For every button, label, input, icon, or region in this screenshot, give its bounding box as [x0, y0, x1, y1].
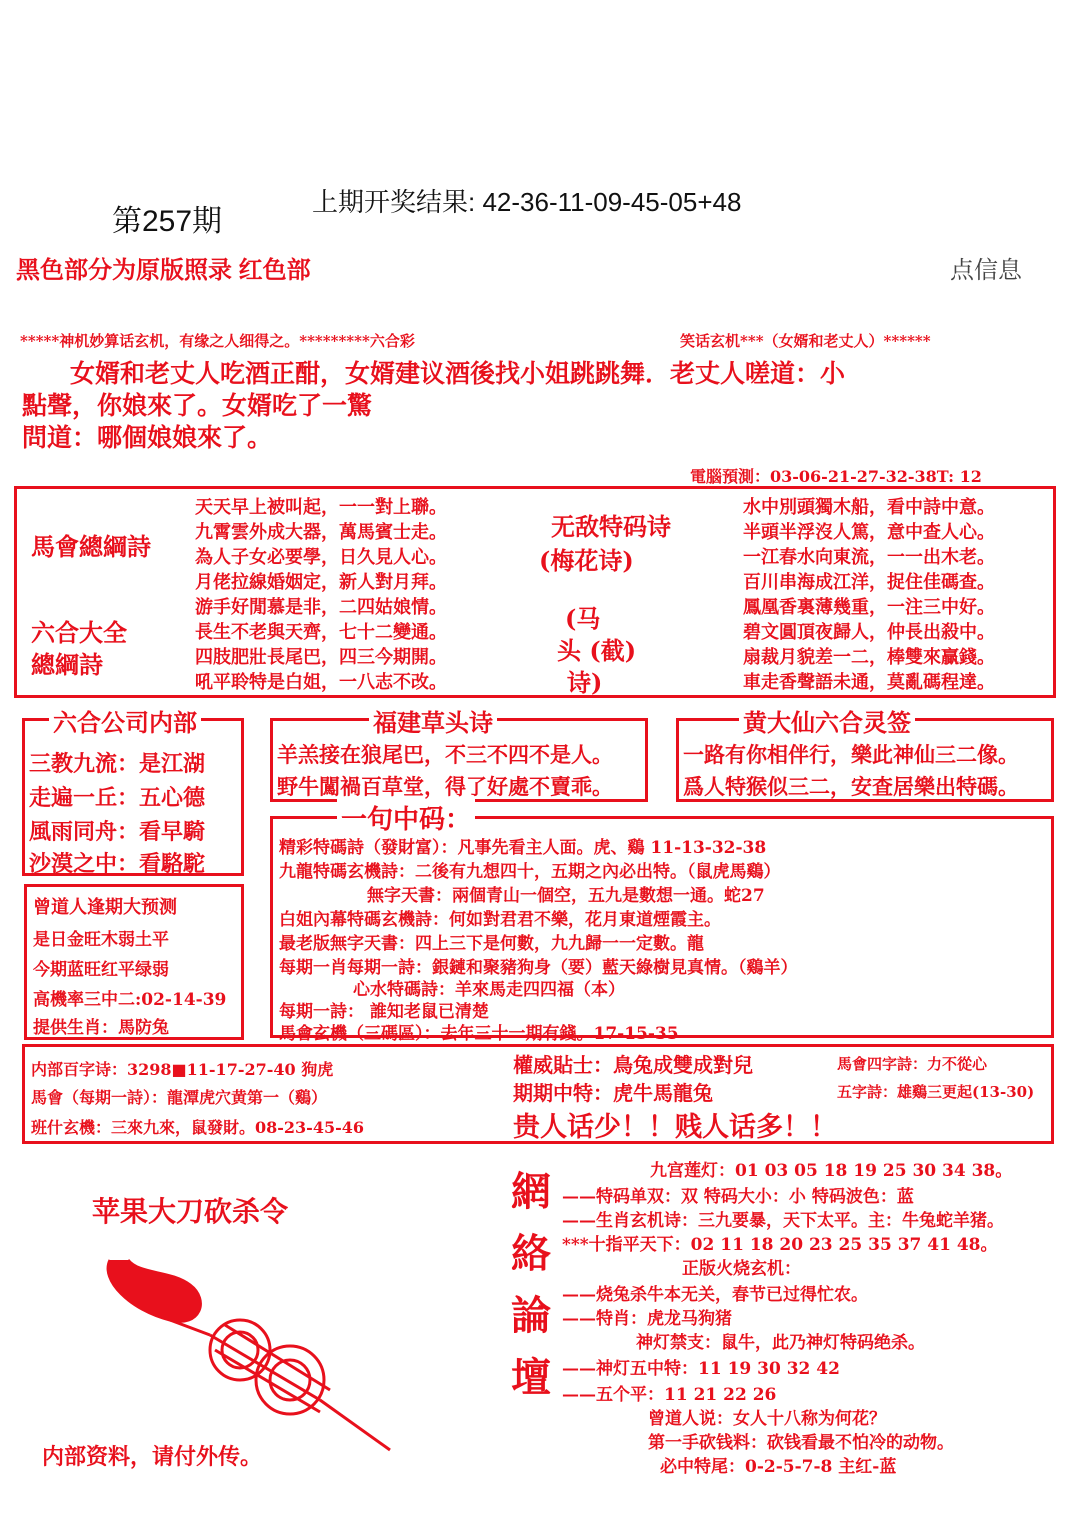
poem-left-line: 為人子女必要學，日久見人心。	[195, 547, 447, 568]
poem-left-line: 天天早上被叫起，一一對上聯。	[195, 497, 447, 518]
poem-right-line: 扇裁月貌差一二，棒雙來贏錢。	[743, 647, 995, 668]
poem-title-liuhe: 六合大全	[31, 618, 127, 647]
banshi-mystery: 班什玄機：三來九來，鼠發財。08-23-45-46	[31, 1118, 364, 1137]
bottom-box	[22, 1044, 1054, 1144]
joke-line-3: 問道：哪個娘娘來了。	[22, 423, 273, 452]
computer-prediction: 電腦預測：03-06-21-27-32-38T: 12	[690, 467, 982, 486]
taoist-line: 是日金旺木弱土平	[33, 930, 169, 950]
slogan: 贵人话少！！贱人话多！！	[513, 1112, 837, 1143]
poem-right-line: 半頭半浮沒人篤，意中查人心。	[743, 522, 995, 543]
every-issue: 期期中特：虎牛馬龍兔	[513, 1081, 713, 1105]
poem-left-line: 長生不老與天齊，七十二變通。	[195, 622, 447, 643]
company-line: 三教九流：是江湖	[29, 751, 206, 777]
one-line-item: 心水特碼詩：羊來馬走四四福（本）	[353, 980, 625, 1000]
poem-right-line: 鳳凰香裏薄幾重，一注三中好。	[743, 597, 995, 618]
poem-center-sub-3: 诗)	[567, 668, 603, 697]
company-line: 走遍一丘：五心德	[29, 785, 206, 811]
one-line-box	[270, 805, 1054, 1044]
taoist-line: 今期蓝旺红平绿弱	[33, 960, 169, 980]
fujian-line-1: 羊羔接在狼尾巴，不三不四不是人。	[277, 742, 613, 767]
huang-line-2: 爲人特猴似三二，安査居樂出特碼。	[683, 774, 1019, 799]
one-line-item: 精彩特碼詩（發財富）：凡事先看主人面。虎、鷄 11-13-32-38	[279, 838, 767, 858]
forum-char: 論	[511, 1292, 551, 1339]
company-line: 沙漠之中：看駱駝	[29, 851, 206, 877]
poem-left-line: 吼平聆特是白姐，一八志不改。	[195, 672, 447, 693]
poem-center-sub-1: (马	[565, 604, 601, 633]
forum-line: ——神灯五中特：11 19 30 32 42	[562, 1359, 840, 1379]
forum-char: 壇	[511, 1354, 551, 1401]
forum-line: 九宫莲灯：01 03 05 18 19 25 30 34 38。	[650, 1161, 1013, 1181]
forum-line: ——烧兔杀牛本无关，春节已过得忙农。	[562, 1285, 868, 1305]
fujian-title: 福建草头诗	[369, 703, 497, 738]
issue-number: 第257期	[112, 205, 223, 238]
joke-line-1: 女婿和老丈人吃酒正酣，女婿建议酒後找小姐跳跳舞．老丈人嗟道：小	[70, 359, 846, 388]
forum-char: 網	[511, 1168, 551, 1215]
last-result: 上期开奖结果: 42-36-11-09-45-05+48	[312, 187, 742, 217]
poem-right-line: 碧文圓頂夜歸人，仲長出殺中。	[743, 622, 995, 643]
poem-title-sub: 總綱詩	[31, 650, 103, 679]
forum-line: 第一手砍钱料：砍钱看最不怕冷的动物。	[648, 1433, 954, 1453]
hundred-poem: 内部百字诗：3298■11-17-27-40 狗虎	[31, 1060, 334, 1079]
forum-line: 必中特尾：0-2-5-7-8 主红-蓝	[660, 1457, 897, 1477]
poem-left-line: 四肢肥壯長尾巴，四三今期開。	[195, 647, 447, 668]
knife-footer: 内部资料，请付外传。	[42, 1444, 263, 1470]
huang-title: 黄大仙六合灵签	[739, 703, 915, 738]
one-line-title: 一句中码：	[337, 799, 475, 836]
poem-right-list	[743, 493, 995, 693]
joke-line-2: 點聲，你娘來了。女婿吃了一驚	[22, 391, 373, 420]
forum-line: 正版火烧玄机：	[682, 1259, 801, 1279]
poem-right-line: 百川串海成江洋，捉住佳碼查。	[743, 572, 995, 593]
one-line-item: 每期一肖每期一詩：銀鏈和聚豬狗身（要）藍天綠樹見真情。（鷄羊）	[279, 958, 798, 978]
poem-right-line: 車走香聲語未通，莫亂碼程達。	[743, 672, 995, 693]
poem-right-line: 一江春水向東流，一一出木老。	[743, 547, 995, 568]
one-line-item: 無字天書：兩個青山一個空，五九是數想一通。蛇27	[367, 886, 765, 906]
forum-line: ——五个平：11 21 22 26	[562, 1385, 777, 1405]
taoist-line: 高機率三中二:02-14-39	[33, 990, 227, 1010]
poem-center-sub-2: 头 (截)	[557, 636, 637, 665]
forum-vertical-title	[508, 1160, 554, 1408]
poem-left-list	[195, 493, 447, 693]
one-line-item: 白姐內幕特碼玄機詩：何如對君君不樂，花月東道煙霞主。	[279, 910, 721, 930]
huang-box	[676, 708, 1054, 802]
taoist-title: 曾道人逢期大预测	[33, 897, 177, 918]
notice-right: 点信息	[950, 257, 1022, 284]
poem-left-line: 月佬拉線婚姻定，新人對月拜。	[195, 572, 447, 593]
one-line-item: 九龍特碼玄機詩：二後有九想四十，五期之內必出特。（鼠虎馬鷄）	[279, 862, 781, 882]
one-line-item: 馬會玄機（三碼區）：去年三十一期有錢。17-15-35	[279, 1024, 679, 1044]
company-box	[22, 708, 244, 877]
mahui-poem: 馬會（每期一詩）：龍潭虎穴黄第一（鷄）	[31, 1088, 328, 1107]
forum-line: ——特码单双：双 特码大小：小 特码波色：蓝	[562, 1187, 914, 1207]
taoist-line: 提供生肖：馬防兔	[33, 1018, 169, 1038]
forum-line: ***十指平天下：02 11 18 20 23 25 35 37 41 48。	[562, 1235, 998, 1255]
poem-left-line: 游手好閒慕是非，二四姑娘情。	[195, 597, 447, 618]
fujian-line-2: 野牛闖禍百草堂，得了好處不賣乖。	[277, 774, 613, 799]
poem-block	[14, 486, 1056, 698]
company-title: 六合公司内部	[49, 703, 201, 738]
fujian-box	[270, 708, 648, 802]
poem-center-subtitle: (梅花诗)	[539, 546, 634, 575]
forum-line: ——特肖：虎龙马狗猪	[562, 1309, 732, 1329]
one-line-item: 最老版無字天書：四上三下是何數，九九歸一一定數。龍	[279, 934, 704, 954]
one-line-item: 每期一詩： 誰知老鼠已清楚	[279, 1002, 489, 1022]
four-char-poem: 馬會四字詩：力不從心	[837, 1055, 988, 1073]
forum-line: ——生肖玄机诗：三九要暴，天下太平。主：牛兔蛇羊猪。	[562, 1211, 1004, 1231]
five-char-poem: 五字詩：雄鷄三更起(13-30)	[837, 1083, 1035, 1101]
authority-tip: 權威貼士：鳥兔成雙成對兒	[513, 1053, 753, 1077]
poem-left-line: 九霄雲外成大器，萬馬賓士走。	[195, 522, 447, 543]
poem-title-main: 馬會總綱詩	[31, 532, 151, 561]
joke-header-left: *****神机妙算话玄机，有缘之人细得之。*********六合彩	[20, 332, 415, 350]
knife-icon	[90, 1240, 420, 1460]
notice-left: 黑色部分为原版照录 红色部	[16, 257, 311, 284]
knife-title: 苹果大刀砍杀令	[92, 1196, 289, 1227]
poem-right-line: 水中別頭獨木船，看中詩中意。	[743, 497, 995, 518]
huang-line-1: 一路有你相伴行，樂此神仙三二像。	[683, 742, 1019, 767]
poem-center-title: 无敌特码诗	[551, 512, 671, 541]
company-line: 風雨同舟：看早騎	[29, 819, 206, 845]
forum-line: 神灯禁支：鼠牛，此乃神灯特码绝杀。	[636, 1333, 925, 1353]
forum-char: 絡	[511, 1230, 551, 1277]
taoist-box	[24, 884, 244, 1040]
forum-line: 曾道人说：女人十八称为何花？	[648, 1409, 886, 1429]
joke-header-right: 笑话玄机***（女婿和老丈人）******	[680, 332, 931, 350]
